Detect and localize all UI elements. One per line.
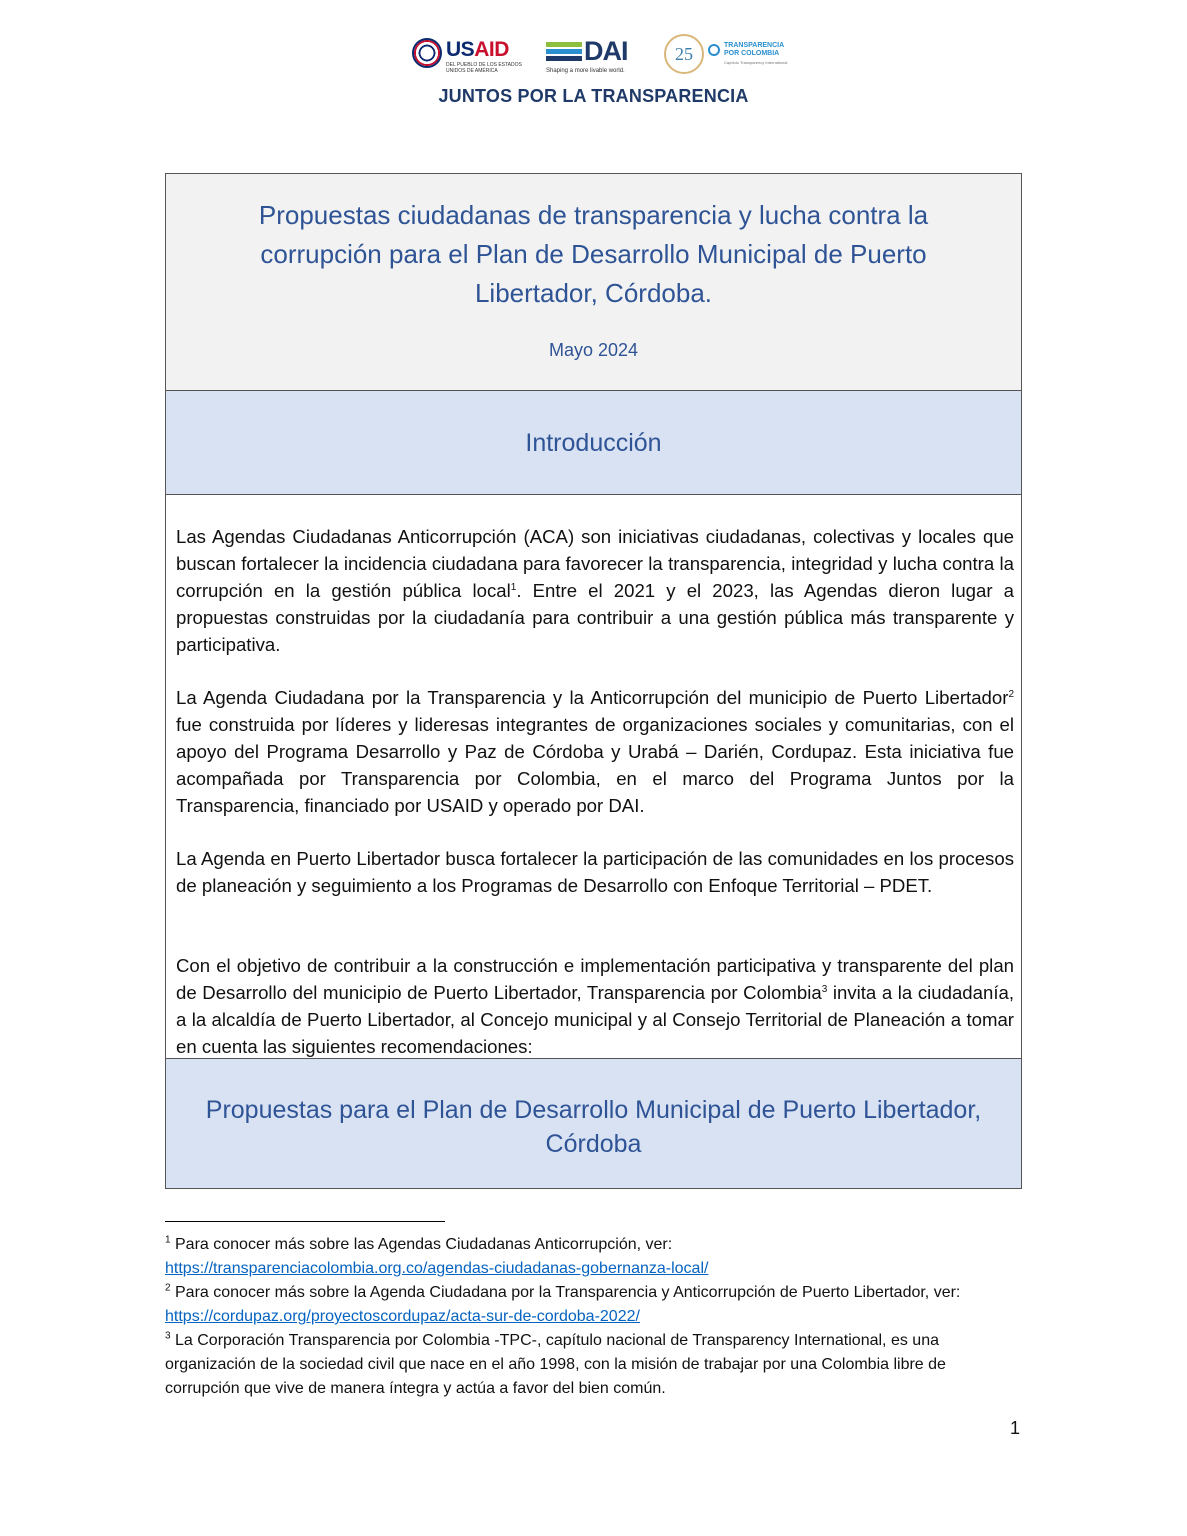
- intro-heading-cell: [166, 391, 1021, 495]
- document-table: [165, 173, 1022, 1189]
- footnotes: [165, 1233, 1022, 1401]
- footnote-ref-3[interactable]: 3: [821, 983, 828, 995]
- footnote-2: $^2$ Para conocer más sobre la Agenda Ciudadana por la Transparencia y Anticorrupción de Puerto Libertador, ver: https://cordupaz.org/proyectoscordupaz/acta-sur-de-cordoba-2022/: [165, 1282, 961, 1325]
- footnote-1-link[interactable]: https://transparenciacolombia.org.co/agendas-ciudadanas-gobernanza-local/: [165, 1260, 709, 1277]
- intro-paragraph-1: Las Agendas Ciudadanas Anticorrupción (ACA) son iniciativas ciudadanas, colectivas y locales que buscan fortalecer la incidencia ciudadana para favorecer la transparencia, integridad y lucha contra la corrupción en la gestión pública local$^1$. Entre el 2021 y el 2023, las Agendas dieron lugar a propuestas construidas por la ciudadanía para contribuir a una gestión pública más transparente y participativa.: [176, 526, 1015, 655]
- tpc-name: TRANSPARENCIA POR COLOMBIA: [724, 42, 784, 57]
- intro-paragraph-3: La Agenda en Puerto Libertador busca fortalecer la participación de las comunidades en los procesos de planeación y seguimiento a los Programas de Desarrollo con Enfoque Territorial – PDET.: [176, 848, 1014, 896]
- intro-heading: Introducción: [525, 429, 662, 457]
- usaid-subtitle: DEL PUEBLO DE LOS ESTADOS UNIDOS DE AMÉRICA: [446, 62, 522, 74]
- document-title: Propuestas ciudadanas de transparencia y lucha contra la corrupción para el Plan de Desarrollo Municipal de Puerto Libertador, Córdoba.: [258, 200, 929, 308]
- intro-paragraph-4: Con el objetivo de contribuir a la construcción e implementación participativa y transparente del plan de Desarrollo del municipio de Puerto Libertador, Transparencia por Colombia$^3$ invita a la ciudadanía, a la alcaldía de Puerto Libertador, al Concejo municipal y al Consejo Territorial de Planeación a tomar en cuenta las siguientes recomendaciones:: [176, 955, 1015, 1057]
- footnote-1: $^1$ Para conocer más sobre las Agendas Ciudadanas Anticorrupción, ver: https://transparenciacolombia.org.co/agendas-ciudadanas-gobernanza-local/: [165, 1234, 709, 1277]
- tpc-25-anniversary-icon: 25: [664, 34, 704, 74]
- footnote-ref-2[interactable]: 2: [1008, 688, 1014, 700]
- usaid-logo: [412, 32, 522, 76]
- footnote-2-link[interactable]: https://cordupaz.org/proyectoscordupaz/acta-sur-de-cordoba-2022/: [165, 1308, 640, 1325]
- tpc-mark-icon: [708, 44, 720, 56]
- document-date: Mayo 2024: [548, 340, 639, 360]
- intro-paragraph-2: La Agenda Ciudadana por la Transparencia y la Anticorrupción del municipio de Puerto Libertador$^2$ fue construida por líderes y lideresas integrantes de organizaciones sociales y comunitarias, con el apoyo del Programa Desarrollo y Paz de Córdoba y Urabá – Darién, Cordupaz. Esta iniciativa fue acompañada por Transparencia por Colombia, en el marco del Programa Juntos por la Transparencia, financiado por USAID y operado por DAI.: [176, 687, 1014, 816]
- intro-body-cell: [166, 495, 1021, 1059]
- dai-bars-icon: [546, 42, 582, 64]
- program-title: JUNTOS POR LA TRANSPARENCIA: [438, 86, 749, 106]
- dai-tagline: Shaping a more livable world.: [546, 68, 625, 74]
- dai-wordmark: DAI: [584, 36, 628, 66]
- footnote-ref-1[interactable]: 1: [510, 581, 517, 593]
- footnote-separator: [165, 1221, 445, 1222]
- proposals-heading: Propuestas para el Plan de Desarrollo Municipal de Puerto Libertador, Córdoba: [205, 1096, 982, 1158]
- title-cell: [166, 174, 1021, 391]
- usaid-wordmark: USAID: [446, 38, 509, 61]
- footnote-3: $^3$ La Corporación Transparencia por Colombia -TPC-, capítulo nacional de Transparency International, es una organización de la sociedad civil que nace en el año 1998, con la misión de trabajar por una Colombia libre de corrupción que vive de manera íntegra y actúa a favor del bien común.: [165, 1330, 946, 1397]
- tpc-subtitle: Capítulo Transparency International: [724, 60, 788, 65]
- tpc-logo: [664, 32, 794, 80]
- proposals-heading-cell: [166, 1059, 1021, 1188]
- partner-logos: [412, 32, 792, 82]
- page-number: 1: [1010, 1418, 1021, 1438]
- usaid-seal-icon: [412, 38, 442, 68]
- dai-logo: [546, 32, 646, 76]
